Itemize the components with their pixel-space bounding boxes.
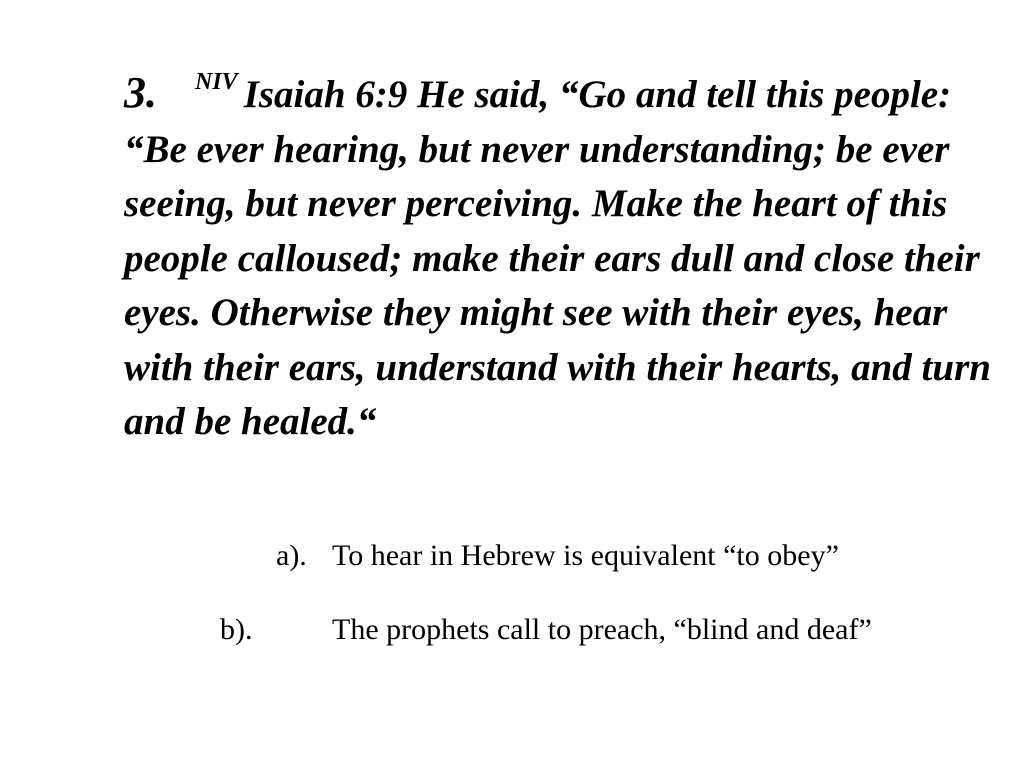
subpoint-b-marker: b).	[220, 613, 253, 646]
verse-text: Isaiah 6:9 He said, “Go and tell this people: “Be ever hearing, but never understanding; be ever seeing, but never perceiving. Make the heart of this people calloused; make their ears dull and close their eyes. Otherwise they might see with their eyes, hear with their ears, understand with their hearts, and turn and be healed.“	[124, 73, 991, 443]
subpoint-a-marker: a).	[276, 539, 307, 572]
item-number: 3.	[124, 68, 157, 117]
bible-version-label: NIV	[195, 69, 238, 95]
subpoint-b	[220, 610, 992, 650]
subpoint-a-text: To hear in Hebrew is equivalent “to obey”	[332, 539, 839, 572]
subpoint-a	[276, 536, 976, 576]
verse-block	[124, 66, 1004, 450]
subpoint-b-text: The prophets call to preach, “blind and deaf”	[332, 613, 872, 646]
